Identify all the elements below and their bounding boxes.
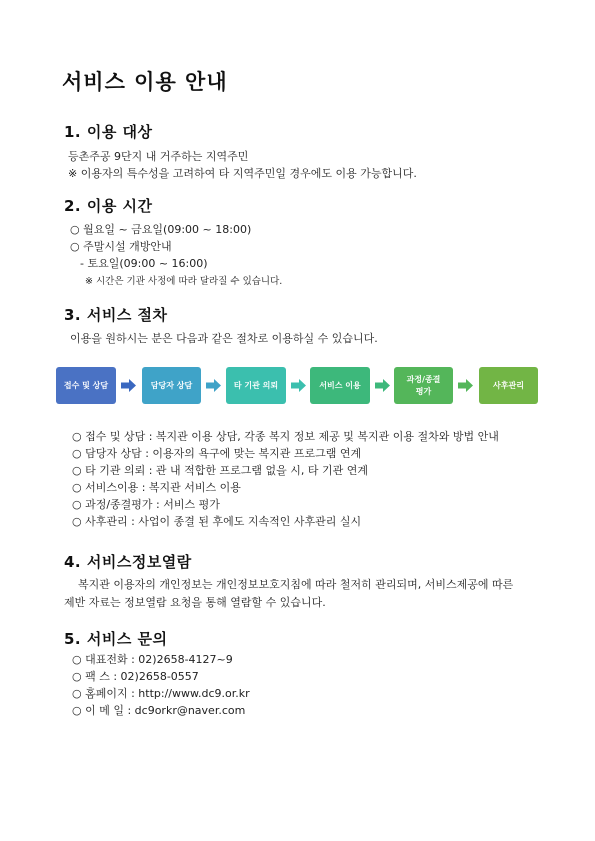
page-title: 서비스 이용 안내 [62, 70, 228, 94]
procedure-detail: ○ 타 기관 의뢰 : 관 내 적합한 프로그램 없을 시, 타 기관 연계 [72, 464, 369, 477]
section-heading-target: 1. 이용 대상 [64, 123, 153, 141]
info-access-text: 복지관 이용자의 개인정보는 개인정보보호지침에 따라 철저히 관리되며, 서비스제공에 따른 [78, 578, 514, 591]
hours-weekend: ○ 주말시설 개방안내 [70, 240, 172, 253]
hours-weekday: ○ 월요일 ~ 금요일(09:00 ~ 18:00) [70, 223, 252, 236]
procedure-intro: 이용을 원하시는 분은 다음과 같은 절차로 이용하실 수 있습니다. [70, 332, 378, 345]
procedure-detail: ○ 담당자 상담 : 이용자의 욕구에 맞는 복지관 프로그램 연계 [72, 447, 362, 460]
step-referral: 타 기관 의뢰 [226, 367, 286, 404]
arrow-right-icon [458, 379, 473, 392]
target-note: ※ 이용자의 특수성을 고려하여 타 지역주민일 경우에도 이용 가능합니다. [68, 167, 417, 180]
hours-note: ※ 시간은 기관 사정에 따라 달라질 수 있습니다. [85, 276, 283, 287]
arrow-right-icon [206, 379, 221, 392]
procedure-detail: ○ 접수 및 상담 : 복지관 이용 상담, 각종 복지 정보 제공 및 복지관 이용 절차와 방법 안내 [72, 430, 499, 443]
section-heading-hours: 2. 이용 시간 [64, 197, 153, 215]
contact-homepage[interactable]: ○ 홈페이지 : http://www.dc9.or.kr [72, 687, 250, 700]
arrow-right-icon [375, 379, 390, 392]
step-aftercare: 사후관리 [479, 367, 538, 404]
contact-fax: ○ 팩 스 : 02)2658-0557 [72, 670, 199, 683]
contact-phone: ○ 대표전화 : 02)2658-4127~9 [72, 653, 233, 666]
section-heading-contact: 5. 서비스 문의 [64, 630, 168, 648]
arrow-right-icon [291, 379, 306, 392]
section-heading-info-access: 4. 서비스정보열람 [64, 553, 192, 571]
step-evaluation: 과정/종결 평가 [394, 367, 453, 404]
procedure-detail: ○ 과정/종결평가 : 서비스 평가 [72, 498, 220, 511]
procedure-detail: ○ 사후관리 : 사업이 종결 된 후에도 지속적인 사후관리 실시 [72, 515, 362, 528]
hours-saturday: - 토요일(09:00 ~ 16:00) [80, 257, 208, 270]
section-heading-procedure: 3. 서비스 절차 [64, 306, 168, 324]
contact-email[interactable]: ○ 이 메 일 : dc9orkr@naver.com [72, 704, 246, 717]
target-line: 등촌주공 9단지 내 거주하는 지역주민 [68, 150, 249, 163]
step-intake: 접수 및 상담 [56, 367, 116, 404]
step-service: 서비스 이용 [310, 367, 370, 404]
procedure-flow [56, 367, 538, 405]
step-counseling: 담당자 상담 [142, 367, 201, 404]
arrow-right-icon [121, 379, 136, 392]
procedure-detail: ○ 서비스이용 : 복지관 서비스 이용 [72, 481, 241, 494]
info-access-text: 제반 자료는 정보열람 요청을 통해 열람할 수 있습니다. [64, 596, 326, 609]
